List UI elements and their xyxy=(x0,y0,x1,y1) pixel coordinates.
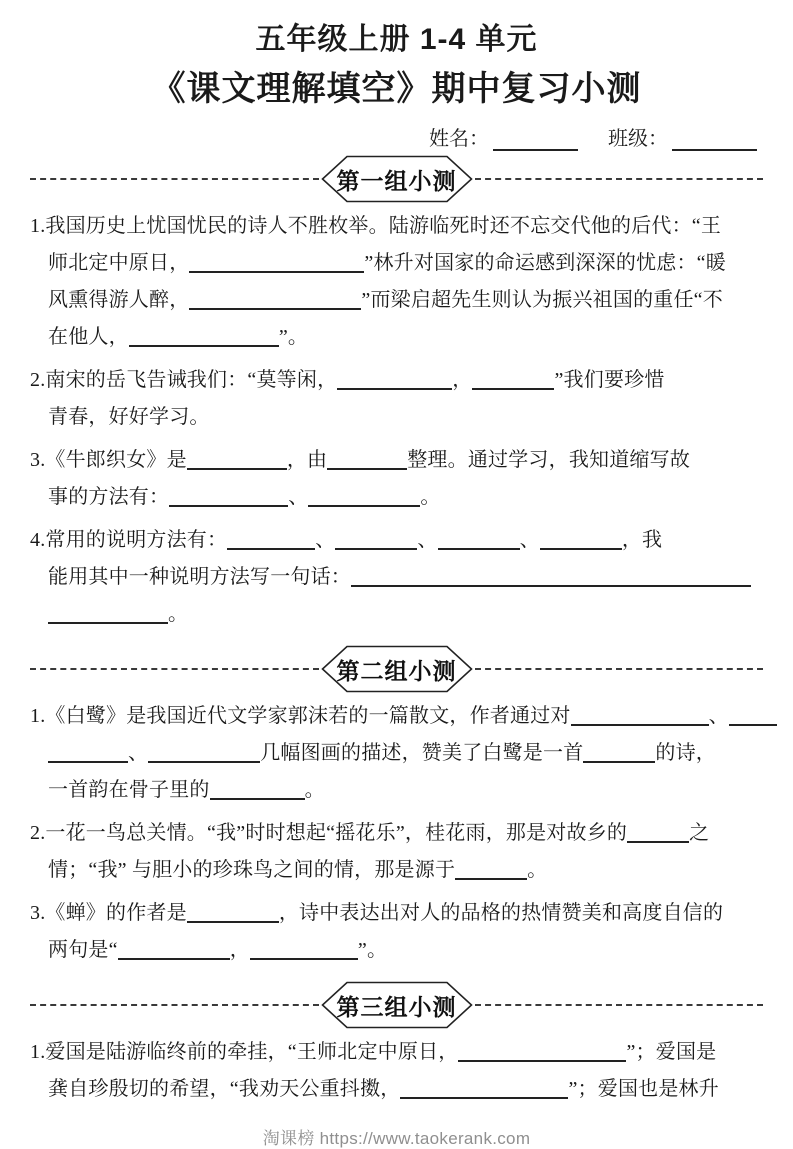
fill-in-blank xyxy=(250,940,358,960)
fill-in-blank xyxy=(187,903,279,923)
question-text: ， xyxy=(229,939,250,962)
fill-in-blank xyxy=(458,1042,626,1062)
question-text: 师北定中原日， xyxy=(48,252,190,275)
fill-in-blank xyxy=(540,530,622,550)
fill-in-blank xyxy=(438,530,520,550)
section-2-badge-label: 第二组小测 xyxy=(336,657,457,684)
dashed-line xyxy=(475,1004,764,1006)
question-line xyxy=(30,698,763,735)
name-field xyxy=(429,122,578,151)
question-line xyxy=(30,772,763,809)
question-line xyxy=(30,362,763,399)
name-blank xyxy=(493,131,578,151)
section-2-divider xyxy=(30,645,763,693)
section-3-badge xyxy=(321,981,473,1029)
section-1-badge-label: 第一组小测 xyxy=(336,167,457,194)
dashed-line xyxy=(30,1004,319,1006)
question-line xyxy=(30,479,763,516)
question-text: ”。 xyxy=(357,939,388,962)
question-line xyxy=(30,245,763,282)
class-blank xyxy=(672,131,757,151)
fill-in-blank xyxy=(335,530,417,550)
question-text: 事的方法有： xyxy=(48,486,170,509)
question-line xyxy=(30,522,763,559)
section-1-questions xyxy=(30,205,763,641)
question-text: 。 xyxy=(420,486,441,509)
section-3-divider xyxy=(30,981,763,1029)
section-1-divider xyxy=(30,155,763,203)
class-field xyxy=(608,122,757,151)
question-text: 1.爱国是陆游临终前的牵挂，“王师北定中原日， xyxy=(30,1041,459,1064)
fill-in-blank xyxy=(627,823,689,843)
dashed-line xyxy=(30,668,319,670)
question-text: 2.一花一鸟总关情。“我”时时想起“摇花乐”，桂花雨，那是对故乡的 xyxy=(30,822,628,845)
question-text: 、 xyxy=(519,529,540,552)
question-text: 青春，好好学习。 xyxy=(48,406,210,429)
question-text: 、 xyxy=(708,705,729,728)
watermark-footer: 淘课榜 https://www.taokerank.com xyxy=(262,1129,531,1149)
section-2-questions xyxy=(30,695,763,977)
question-text: ”；爱国是 xyxy=(626,1041,717,1064)
question-line xyxy=(30,815,763,852)
question-line xyxy=(30,442,763,479)
fill-in-blank xyxy=(48,743,128,763)
fill-in-blank xyxy=(210,780,305,800)
question-text: 。 xyxy=(304,779,325,802)
question xyxy=(30,1034,763,1108)
question-line xyxy=(30,895,763,932)
question-text: 2.南宋的岳飞告诫我们：“莫等闲， xyxy=(30,369,338,392)
question-text: 风熏得游人醉， xyxy=(48,289,190,312)
question-text: 一首韵在骨子里的 xyxy=(48,779,210,802)
question-text: 之 xyxy=(689,822,710,845)
section-1 xyxy=(30,155,763,641)
question-text: 的诗， xyxy=(655,742,717,765)
question-line xyxy=(30,1034,763,1071)
fill-in-blank xyxy=(571,706,709,726)
question-text: 整理。通过学习，我知道缩写故 xyxy=(407,449,691,472)
question-text: ”而梁启超先生则认为振兴祖国的重任“不 xyxy=(361,289,723,312)
fill-in-blank xyxy=(472,370,554,390)
fill-in-blank xyxy=(169,487,288,507)
question-line xyxy=(30,208,763,245)
question-text: 3.《蝉》的作者是 xyxy=(30,902,187,925)
question-line xyxy=(30,319,763,356)
fill-in-blank xyxy=(187,450,287,470)
fill-in-blank xyxy=(400,1079,568,1099)
question-text: 、 xyxy=(288,486,309,509)
question-line xyxy=(30,735,763,772)
name-label: 姓名： xyxy=(429,128,489,151)
class-label: 班级： xyxy=(608,128,668,151)
question-text: 龚自珍殷切的希望，“我劝天公重抖擞， xyxy=(48,1078,401,1101)
question-text: 、 xyxy=(417,529,438,552)
section-2 xyxy=(30,645,763,977)
question-line xyxy=(30,932,763,969)
page-title-line1: 五年级上册 1-4 单元 xyxy=(255,23,538,56)
question-text: 3.《牛郎织女》是 xyxy=(30,449,187,472)
section-3-questions xyxy=(30,1031,763,1116)
section-3 xyxy=(30,981,763,1116)
question-line xyxy=(30,399,763,436)
fill-in-blank xyxy=(729,706,777,726)
fill-in-blank xyxy=(337,370,452,390)
section-3-badge-label: 第三组小测 xyxy=(336,993,457,1020)
question-text: 能用其中一种说明方法写一句话： xyxy=(48,566,351,589)
dashed-line xyxy=(30,178,319,180)
student-info-row xyxy=(30,122,757,151)
question xyxy=(30,522,763,633)
fill-in-blank xyxy=(583,743,655,763)
dashed-line xyxy=(475,178,764,180)
question xyxy=(30,442,763,516)
question-text: 1.我国历史上忧国忧民的诗人不胜枚举。陆游临死时还不忘交代他的后代：“王 xyxy=(30,215,722,238)
fill-in-blank xyxy=(189,290,361,310)
question-text: ”林升对国家的命运感到深深的忧虑：“暖 xyxy=(364,252,726,275)
question-text: 4.常用的说明方法有： xyxy=(30,529,228,552)
question-text: ，由 xyxy=(286,449,328,472)
fill-in-blank xyxy=(351,567,751,587)
fill-in-blank xyxy=(227,530,315,550)
question-text: 几幅图画的描述，赞美了白鹭是一首 xyxy=(260,742,584,765)
question-text: 两句是“ xyxy=(48,939,118,962)
fill-in-blank xyxy=(129,327,279,347)
question xyxy=(30,208,763,356)
question-text: ， xyxy=(452,369,473,392)
question xyxy=(30,815,763,889)
question-text: 。 xyxy=(527,859,548,882)
fill-in-blank xyxy=(327,450,407,470)
question-line xyxy=(30,1071,763,1108)
fill-in-blank xyxy=(48,604,168,624)
fill-in-blank xyxy=(308,487,420,507)
question-line xyxy=(30,559,763,596)
page-title-line2: 《课文理解填空》期中复习小测 xyxy=(151,69,642,108)
question-text: 在他人， xyxy=(48,326,129,349)
question-text: 、 xyxy=(315,529,336,552)
section-1-badge xyxy=(321,155,473,203)
fill-in-blank xyxy=(189,253,364,273)
dashed-line xyxy=(475,668,764,670)
question-text: ”我们要珍惜 xyxy=(554,369,665,392)
fill-in-blank xyxy=(455,860,527,880)
question-line xyxy=(30,852,763,889)
question-line xyxy=(30,282,763,319)
question-text: ，诗中表达出对人的品格的热情赞美和高度自信的 xyxy=(278,902,724,925)
question-text: 1.《白鹭》是我国近代文学家郭沫若的一篇散文，作者通过对 xyxy=(30,705,571,728)
section-2-badge xyxy=(321,645,473,693)
question xyxy=(30,895,763,969)
question-text: 情；“我” 与胆小的珍珠鸟之间的情，那是源于 xyxy=(48,859,456,882)
question xyxy=(30,362,763,436)
question-text: 。 xyxy=(168,603,189,626)
question-text: 、 xyxy=(128,742,149,765)
question-text: ，我 xyxy=(621,529,663,552)
question-line xyxy=(30,596,763,633)
question-text: ”。 xyxy=(278,326,309,349)
fill-in-blank xyxy=(118,940,230,960)
fill-in-blank xyxy=(148,743,260,763)
question xyxy=(30,698,763,809)
question-text: ”；爱国也是林升 xyxy=(568,1078,719,1101)
